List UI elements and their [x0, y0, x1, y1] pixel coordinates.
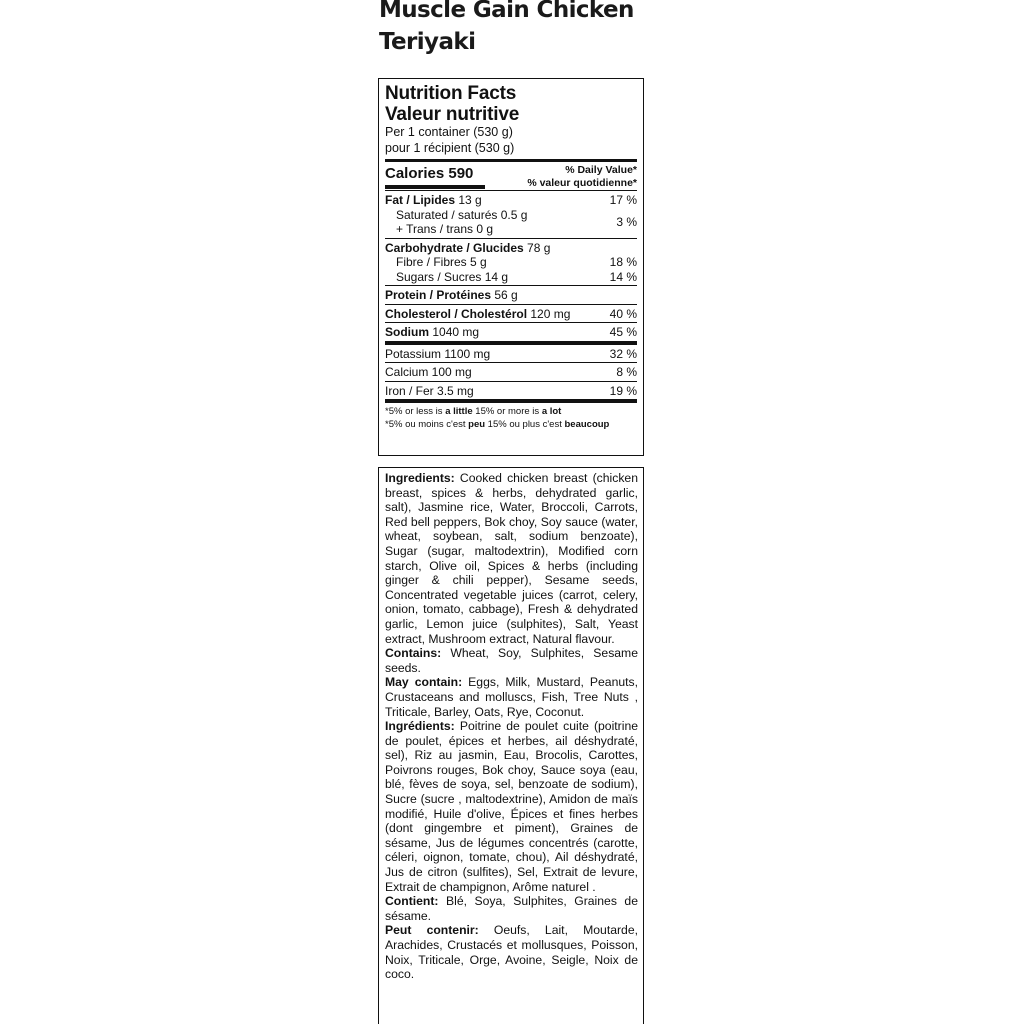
- nutrition-heading-en: Nutrition Facts: [385, 83, 517, 104]
- sugars-row: [385, 270, 637, 285]
- footnote: [385, 403, 637, 431]
- sugars-label: Sugars / Sucres 14 g: [396, 269, 509, 284]
- cholesterol-row: [385, 305, 637, 323]
- may-contain-fr: Peut contenir: Oeufs, Lait, Moutarde, Arachides, Crustacés et mollusques, Poisson, Noix, Triticale, Orge, Avoine, Seigle, Noix de coco.: [385, 923, 638, 982]
- sodium-label: Sodium: [385, 325, 429, 339]
- ingredients-fr: Ingrédients: Poitrine de poulet cuite (poitrine de poulet, épices et herbes, ail déshydraté, sel), Riz au jasmin, Eau, Brocolis, Carottes, Poivrons rouges, Bok choy, Sauce soya (eau, blé, fèves de soya, sel, benzoate de sodium), Sucre (sucre , maltodextrine), Amidon de maïs modifié, Huile d'olive, Épices et fines herbes (dont gingembre et piment), Graines de sésame, Jus de légumes concentrés (carotte, céleri, oignon, tomate, chou), Ail déshydraté, Jus de citron (sulfites), Sel, Extrait de levure, Extrait de champignon, Arôme naturel .: [385, 719, 638, 894]
- iron-row: [385, 382, 637, 400]
- carb-group: [385, 239, 637, 286]
- contains-fr: Contient: Blé, Soya, Sulphites, Graines de sésame.: [385, 894, 638, 923]
- calcium-pct: 8 %: [616, 365, 637, 379]
- iron-label: Iron / Fer 3.5 mg: [385, 383, 474, 398]
- sodium-pct: 45 %: [609, 325, 637, 339]
- fibre-label: Fibre / Fibres 5 g: [396, 255, 487, 269]
- trans-label: + Trans / trans 0 g: [396, 222, 494, 236]
- contains-en: Contains: Wheat, Soy, Sulphites, Sesame seeds.: [385, 646, 638, 675]
- fat-label: Fat / Lipides: [385, 193, 456, 207]
- daily-value-fr: % valeur quotidienne*: [527, 177, 637, 189]
- calcium-label: Calcium 100 mg: [385, 365, 472, 379]
- potassium-pct: 32 %: [609, 346, 637, 361]
- product-title-line1: Muscle Gain Chicken: [379, 0, 634, 23]
- sodium-row: [385, 323, 637, 341]
- fat-amount: 13 g: [458, 193, 482, 207]
- may-contain-en: May contain: Eggs, Milk, Mustard, Peanuts, Crustaceans and molluscs, Fish, Tree Nuts , Triticale, Barley, Oats, Rye, Coconut.: [385, 675, 638, 719]
- protein-label: Protein / Protéines: [385, 288, 492, 302]
- cholesterol-amount: 120 mg: [530, 306, 571, 321]
- fat-pct: 17 %: [609, 193, 637, 207]
- potassium-row: [385, 345, 637, 363]
- potassium-label: Potassium 1100 mg: [385, 346, 491, 361]
- iron-pct: 19 %: [609, 383, 637, 398]
- calories-value: Calories 590: [385, 165, 474, 182]
- ingredients-box: [378, 467, 644, 1024]
- calories-row: [385, 162, 637, 190]
- saturated-label: Saturated / saturés 0.5 g: [396, 207, 528, 222]
- protein-row: [385, 286, 637, 304]
- calcium-row: [385, 363, 637, 381]
- calories-underline: [385, 185, 485, 189]
- product-title: [379, 0, 779, 58]
- fat-row: [385, 193, 637, 208]
- product-title-line2: Teriyaki: [379, 29, 476, 55]
- daily-value-en: % Daily Value*: [565, 164, 637, 176]
- serving-size-en: Per 1 container (530 g): [385, 125, 513, 139]
- carb-amount: 78 g: [527, 240, 551, 255]
- protein-amount: 56 g: [494, 288, 518, 302]
- carb-row: [385, 241, 637, 256]
- carb-label: Carbohydrate / Glucides: [385, 240, 524, 255]
- sugars-pct: 14 %: [609, 269, 637, 284]
- fibre-row: [385, 255, 637, 270]
- sodium-amount: 1040 mg: [432, 325, 480, 339]
- footnote-en: *5% or less is a little 15% or more is a lot: [385, 406, 562, 417]
- serving-size-fr: pour 1 récipient (530 g): [385, 140, 515, 155]
- fat-group: [385, 191, 637, 238]
- sat-trans-pct: 3 %: [616, 214, 637, 229]
- cholesterol-label: Cholesterol / Cholestérol: [385, 306, 528, 321]
- nutrition-heading-fr: Valeur nutritive: [385, 104, 520, 125]
- daily-value-header: [527, 164, 637, 190]
- footnote-fr: *5% ou moins c'est peu 15% ou plus c'est beaucoup: [385, 418, 610, 430]
- fibre-pct: 18 %: [609, 255, 637, 269]
- nutrition-facts-table: [378, 78, 644, 456]
- ingredients-en: Ingredients: Cooked chicken breast (chicken breast, spices & herbs, dehydrated garlic, salt), Jasmine rice, Water, Broccoli, Carrots, Red bell peppers, Bok choy, Soy sauce (water, wheat, soybean, salt, sodium benzoate), Sugar (sugar, maltodextrin), Modified corn starch, Olive oil, Spices & herbs (including ginger & chili pepper), Sesame seeds, Concentrated vegetable juices (carrot, celery, onion, tomato, cabbage), Fresh & dehydrated garlic, Lemon juice (sulphites), Salt, Yeast extract, Mushroom extract, Natural flavour.: [385, 471, 638, 646]
- sat-trans-row: [385, 208, 637, 237]
- cholesterol-pct: 40 %: [609, 306, 637, 321]
